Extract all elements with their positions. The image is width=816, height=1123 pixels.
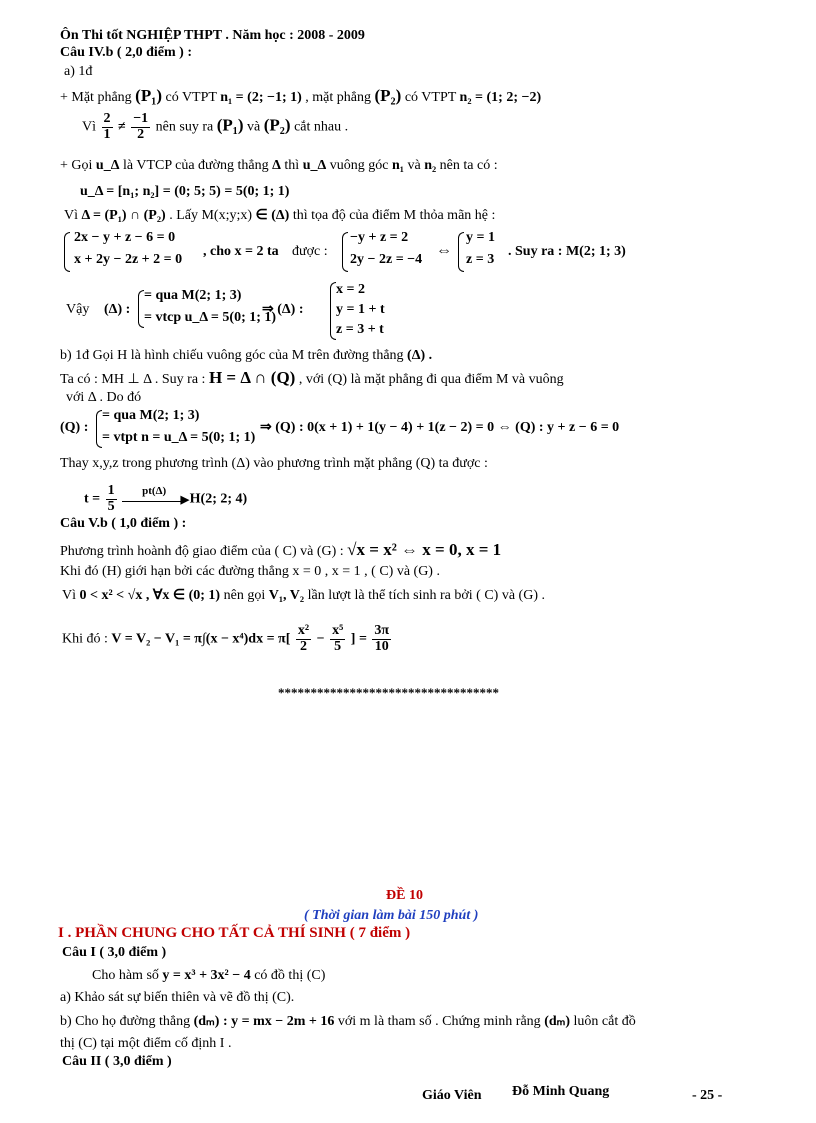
question-1-heading: Câu I ( 3,0 điểm ) [62, 945, 167, 960]
math: √x = x² ⇔ x = 0, x = 1 [347, 540, 502, 559]
footer-teacher-name: Đỗ Minh Quang [512, 1084, 610, 1099]
system-eq-3: −y + z = 2 [350, 230, 409, 245]
fraction: $\frac{2}{1}$ [103, 111, 111, 142]
text: và [247, 119, 261, 135]
text: Cho hàm số [92, 968, 159, 983]
question-1-line-1 [92, 968, 325, 984]
math: H(2; 2; 4) [189, 491, 248, 507]
text: thì [284, 158, 300, 173]
plane-q-label: (Q) : [60, 420, 89, 435]
param-x: x = 2 [336, 282, 365, 297]
text: Ta có : MH ⊥ Δ . Suy ra : [60, 372, 206, 387]
exam-time: ( Thời gian làm bài 150 phút ) [304, 908, 479, 923]
text: + Gọi [60, 158, 93, 173]
text: Phương trình hoành độ giao điểm của ( C) và (G) : [60, 544, 344, 559]
text: b) Cho họ đường thẳng [60, 1014, 191, 1029]
q4b-line-3 [60, 158, 498, 174]
q5b-line-3 [62, 588, 545, 604]
text: và [407, 158, 421, 173]
system-eq-5: y = 1 [466, 230, 495, 245]
text: có VTPT [165, 90, 217, 105]
system-note: , cho x = 2 ta [203, 244, 279, 259]
q4b-part-b [60, 348, 432, 364]
text: , mặt phẳng [305, 90, 372, 105]
question-1-part-b-cont: thị (C) tại một điểm cố định I . [60, 1036, 232, 1051]
text: . Lấy M(x;y;x) [169, 208, 253, 223]
text: với m là tham số . Chứng minh rằng [337, 1014, 541, 1029]
math: V₁, V₂ [268, 588, 305, 603]
math: n₂ = (1; 2; −2) [459, 90, 542, 105]
system-eq-2: x + 2y − 2z + 2 = 0 [74, 252, 183, 267]
q5b-heading: Câu V.b ( 1,0 điểm ) : [60, 516, 187, 531]
arrow: $^{pt(\Delta)}$ ▶ [122, 491, 186, 507]
q5b-line-4: Khi đó : V = V₂ − V₁ = π∫(x − x⁴)dx = π[ $\frac{\text{x²}}{2}$ − $\frac{\text{x⁵}}{5}$ ] = $\frac{3\pi}{10}$ [62, 623, 390, 654]
text: b) 1đ Gọi H là hình chiếu vuông góc của M trên đường thẳng [60, 348, 404, 363]
question-1-part-b [60, 1014, 636, 1030]
equivalent-sign: ⇔ [436, 242, 452, 259]
text: , với (Q) là mặt phẳng đi qua điểm M và vuông [298, 372, 564, 387]
math: (Δ) . [407, 348, 433, 363]
part-1-heading: I . PHẦN CHUNG CHO TẤT CẢ THÍ SINH ( 7 điểm ) [58, 925, 411, 941]
brace [342, 232, 348, 272]
footer-page-number: - 25 - [692, 1088, 723, 1103]
math: Δ [272, 158, 281, 173]
q4b-substitute: Thay x,y,z trong phương trình (Δ) vào phương trình mặt phẳng (Q) ta được : [60, 456, 488, 471]
text: Khi đó : [62, 631, 108, 647]
math: n₁ [391, 158, 404, 173]
footer-teacher-label: Giáo Viên [422, 1088, 482, 1103]
math: ∈ (Δ) [255, 208, 290, 223]
q5b-line-2: Khi đó (H) giới hạn bởi các đường thẳng x = 0 , x = 1 , ( C) và (G) . [60, 564, 440, 579]
text: nên ta có : [439, 158, 498, 173]
math: (P₁) [135, 86, 162, 105]
separator-stars: ********************************** [278, 685, 499, 700]
text: có VTPT [404, 90, 457, 105]
math: V = V₂ − V₁ = π∫(x − x⁴)dx = π[ [111, 631, 291, 647]
text: nên gọi [223, 588, 266, 603]
text: Vì [62, 588, 76, 603]
text: luôn cắt đồ [573, 1014, 636, 1029]
plane-through-point: = qua M(2; 1; 3) [102, 408, 200, 423]
text: thì tọa độ của điểm M thỏa mãn hệ : [292, 208, 496, 223]
text: có đồ thị (C) [254, 968, 326, 983]
fraction: $\frac{-1}{2}$ [133, 111, 149, 142]
q4b-line-tc1 [60, 368, 564, 388]
q5b-line-1 [60, 540, 501, 560]
exam-title: ĐỀ 10 [386, 888, 423, 903]
q4b-part-a: a) 1đ [64, 64, 93, 79]
q4b-line-2: Vì $\frac{2}{1}$ ≠ $\frac{-1}{2}$ nên suy ra (P₁) và (P₂) cắt nhau . [82, 111, 349, 142]
q4b-line-tc2: với Δ . Do đó [66, 390, 142, 405]
system-note-2: được : [292, 244, 328, 259]
fraction: $\frac{\text{x²}}{2}$ [297, 623, 310, 654]
text: là VTCP của đường thẳng [122, 158, 269, 173]
math: (P₂) [374, 86, 402, 105]
math: ] = [350, 631, 367, 647]
math: u_Δ [95, 158, 120, 173]
system-eq-1: 2x − y + z − 6 = 0 [74, 230, 176, 245]
math: y = x³ + 3x² − 4 [162, 968, 251, 983]
implies: ⇒ (Δ) : [262, 302, 304, 317]
t-result [84, 484, 247, 514]
math: 0 < x² < √x , ∀x ∈ (0; 1) [79, 588, 221, 603]
line-through-point: = qua M(2; 1; 3) [144, 288, 242, 303]
math: n₂ [424, 158, 437, 173]
question-1-part-a: a) Khảo sát sự biến thiên và vẽ đồ thị (C). [60, 990, 295, 1005]
system-eq-6: z = 3 [466, 252, 495, 267]
text: cắt nhau . [294, 119, 349, 135]
brace [458, 232, 464, 272]
math: (P₂) [263, 115, 291, 135]
text: Vì [64, 208, 78, 223]
text: nên suy ra [155, 119, 214, 135]
text: Vì [82, 119, 96, 135]
fraction: $\frac{\text{x⁵}}{5}$ [332, 623, 344, 654]
math: Δ = (P₁) ∩ (P₂) [81, 208, 166, 223]
math: (dₘ) [544, 1014, 571, 1029]
param-y: y = 1 + t [336, 302, 385, 317]
math: u_Δ [302, 158, 327, 173]
q4b-heading: Câu IV.b ( 2,0 điểm ) : [60, 45, 192, 60]
plane-equation: ⇒ (Q) : 0(x + 1) + 1(y − 4) + 1(z − 2) = 0 ⇔ (Q) : y + z − 6 = 0 [260, 420, 620, 435]
system-eq-4: 2y − 2z = −4 [350, 252, 423, 267]
question-2-heading: Câu II ( 3,0 điểm ) [62, 1054, 172, 1069]
text: + Mặt phẳng [60, 90, 132, 105]
vay-label: Vậy [66, 302, 90, 317]
page-header-title: Ôn Thi tốt NGHIỆP THPT . Năm học : 2008 - 2009 [60, 28, 365, 43]
system-result: . Suy ra : M(2; 1; 3) [508, 244, 626, 259]
delta-label: (Δ) : [104, 302, 131, 317]
math: n₁ = (2; −1; 1) [220, 90, 302, 105]
fraction: $\frac{1}{5}$ [107, 483, 115, 514]
math: (P₁) [216, 115, 244, 135]
plane-normal: = vtpt n = u_Δ = 5(0; 1; 1) [102, 430, 256, 445]
math: t = [84, 491, 101, 507]
math: (dₘ) : y = mx − 2m + 16 [193, 1014, 335, 1029]
math: H = Δ ∩ (Q) [208, 368, 296, 387]
fraction: $\frac{3\pi}{10}$ [374, 623, 390, 654]
text: vuông góc [329, 158, 389, 173]
q4b-line-4: u_Δ = [n₁; n₂] = (0; 5; 5) = 5(0; 1; 1) [80, 184, 290, 199]
text: lần lượt là thể tích sinh ra bởi ( C) và (G) . [307, 588, 545, 603]
line-direction: = vtcp u_Δ = 5(0; 1; 1) [144, 310, 277, 325]
q4b-line-1 [60, 86, 541, 106]
q4b-line-5 [64, 208, 495, 224]
param-z: z = 3 + t [336, 322, 384, 337]
brace [64, 232, 70, 272]
